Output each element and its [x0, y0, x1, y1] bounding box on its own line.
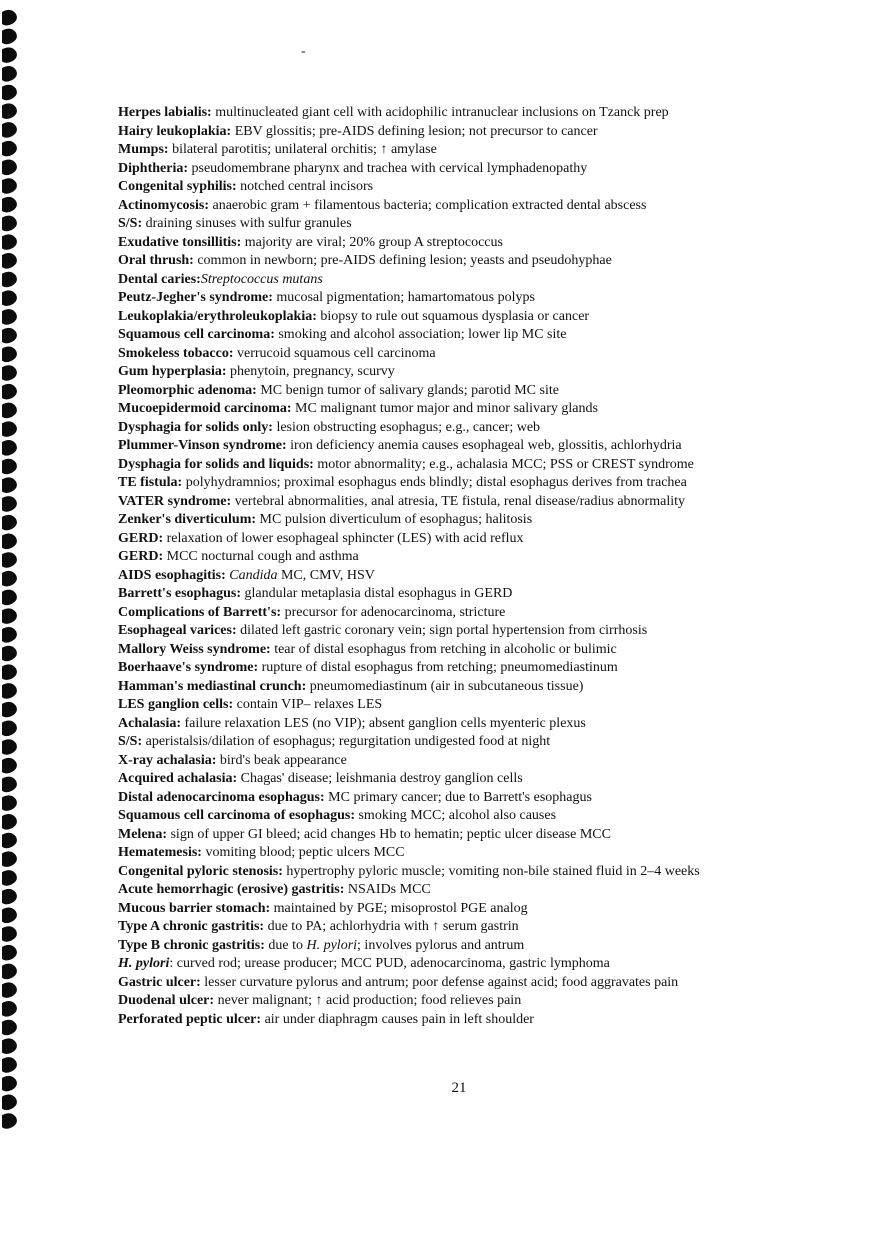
entry-line [118, 104, 858, 123]
entry-line [118, 604, 858, 623]
entry-term: Achalasia: [118, 715, 181, 731]
entry-description: contain VIP– relaxes LES [233, 697, 383, 712]
binding-ring [2, 795, 17, 811]
binding-ring [2, 721, 17, 737]
stray-mark: - [301, 44, 306, 59]
binding-ring [2, 702, 17, 718]
binding-ring [2, 945, 17, 961]
entry-term: Gastric ulcer: [118, 974, 201, 990]
binding-ring [2, 1020, 17, 1036]
entry-term: Esophageal varices: [118, 623, 237, 638]
binding-ring [2, 272, 17, 288]
binding-ring [2, 477, 17, 493]
entry-description: never malignant; ↑ acid production; food relieves pain [214, 993, 522, 1008]
entry-description: lesser curvature pylorus and antrum; poor defense against acid; food aggravates pain [200, 974, 679, 990]
entry-description: multinucleated giant cell with acidophilic intranuclear inclusions on Tzanck prep [211, 105, 669, 120]
entry-italic-term: Streptococcus mutans [200, 271, 323, 287]
binding-ring [2, 459, 17, 475]
entry-line [118, 567, 858, 586]
entry-term: AIDS esophagitis: [118, 567, 226, 583]
entry-description: verrucoid squamous cell carcinoma [233, 345, 436, 361]
entry-description: dilated left gastric coronary vein; sign portal hypertension from cirrhosis [236, 623, 648, 638]
entry-description: due to PA; achlorhydria with ↑ serum gastrin [264, 919, 519, 934]
binding-ring [2, 440, 17, 456]
entry-term: Oral thrush: [118, 253, 194, 268]
entry-line [118, 622, 858, 641]
entry-line [118, 437, 858, 456]
entry-term: TE fistula: [118, 475, 183, 490]
binding-ring [2, 1113, 17, 1129]
binding-ring [2, 290, 17, 306]
entry-line [118, 918, 858, 937]
entry-description: pseudomembrane pharynx and trachea with cervical lymphadenopathy [188, 160, 588, 176]
binding-ring [2, 627, 17, 643]
entry-description: relaxation of lower esophageal sphincter (LES) with acid reflux [163, 530, 524, 546]
entry-term: Complications of Barrett's: [118, 604, 282, 620]
entry-term: Peutz-Jegher's syndrome: [118, 290, 273, 305]
entry-term: Zenker's diverticulum: [118, 512, 257, 527]
entry-description: vertebral abnormalities, anal atresia, TE fistula, renal disease/radius abnormality [231, 493, 685, 509]
entry-term: Type B chronic gastritis: [118, 937, 265, 953]
entry-description: EBV glossitis; pre-AIDS defining lesion; not precursor to cancer [231, 123, 598, 139]
entry-term: Hamman's mediastinal crunch: [118, 678, 307, 694]
entry-description: NSAIDs MCC [344, 882, 431, 897]
entry-line [118, 844, 858, 863]
entry-line [118, 530, 858, 549]
binding-ring [2, 403, 17, 419]
entry-term: Mumps: [118, 142, 169, 157]
entry-line [118, 585, 858, 604]
binding-ring [2, 908, 17, 924]
entry-term: Hairy leukoplakia: [118, 123, 232, 139]
binding-ring [2, 85, 17, 101]
entry-description: MC primary cancer; due to Barrett's esophagus [324, 789, 592, 805]
entry-line [118, 678, 858, 697]
binding-ring [2, 29, 17, 45]
entry-term: Duodenal ulcer: [118, 993, 215, 1008]
entry-line [118, 493, 858, 512]
entry-term: Dysphagia for solids and liquids: [118, 456, 314, 472]
entry-line [118, 715, 858, 734]
entry-term: Pleomorphic adenoma: [118, 382, 257, 398]
binding-ring [2, 664, 17, 680]
entry-line [118, 789, 858, 808]
entry-line [118, 419, 858, 438]
entry-description-tail: MC, CMV, HSV [277, 567, 375, 583]
entry-term: Diphtheria: [118, 160, 188, 176]
entry-term: Mallory Weiss syndrome: [118, 641, 271, 657]
binding-ring [2, 309, 17, 325]
binding-ring [2, 496, 17, 512]
binding-ring [2, 608, 17, 624]
binding-ring [2, 122, 17, 138]
entry-term: S/S: [118, 734, 143, 749]
binding-ring [2, 870, 17, 886]
binding-ring [2, 889, 17, 905]
entry-term: Squamous cell carcinoma of esophagus: [118, 808, 355, 823]
binding-ring [2, 421, 17, 437]
entry-line [118, 992, 858, 1011]
entry-description: majority are viral; 20% group A streptococcus [241, 234, 503, 250]
entry-line [118, 271, 858, 290]
entry-description: tear of distal esophagus from retching in alcoholic or bulimic [270, 641, 617, 657]
entry-description: smoking and alcohol association; lower lip MC site [274, 327, 567, 342]
entry-line [118, 234, 858, 253]
binding-ring [2, 1001, 17, 1017]
entry-description: hypertrophy pyloric muscle; vomiting non-bile stained fluid in 2–4 weeks [282, 863, 700, 879]
entry-line [118, 215, 858, 234]
entry-description: Chagas' disease; leishmania destroy ganglion cells [237, 771, 523, 786]
binding-ring [2, 814, 17, 830]
entry-line [118, 900, 858, 919]
entry-description: phenytoin, pregnancy, scurvy [226, 364, 395, 379]
binding-ring [2, 103, 17, 119]
binding-ring [2, 160, 17, 176]
entry-line [118, 363, 858, 382]
entry-description: glandular metaplasia distal esophagus in GERD [241, 586, 513, 601]
binding-ring [2, 683, 17, 699]
entry-line [118, 548, 858, 567]
entry-description: bird's beak appearance [216, 752, 347, 768]
entry-term: Acquired achalasia: [118, 771, 238, 786]
entry-line [118, 197, 858, 216]
binding-ring [2, 552, 17, 568]
entry-line [118, 123, 858, 142]
entry-term: Dysphagia for solids only: [118, 419, 273, 435]
entry-term: Gum hyperplasia: [118, 364, 227, 379]
entry-description: anaerobic gram + filamentous bacteria; complication extracted dental abscess [209, 197, 647, 213]
entry-term: GERD: [118, 530, 164, 546]
entry-term: Perforated peptic ulcer: [118, 1011, 262, 1027]
entry-term: Congenital pyloric stenosis: [118, 863, 283, 879]
entry-description: maintained by PGE; misoprostol PGE analog [270, 900, 528, 916]
binding-ring [2, 833, 17, 849]
entry-description: MC benign tumor of salivary glands; parotid MC site [256, 382, 559, 398]
binding-ring [2, 328, 17, 344]
entry-term: S/S: [118, 216, 143, 231]
entry-term: Leukoplakia/erythroleukoplakia: [118, 308, 317, 324]
entry-term: Melena: [118, 826, 167, 842]
binding-ring [2, 347, 17, 363]
entry-line [118, 456, 858, 475]
entry-line [118, 382, 858, 401]
entry-line [118, 807, 858, 826]
entry-description-tail: ; involves pylorus and antrum [357, 937, 525, 953]
entry-term: Squamous cell carcinoma: [118, 327, 275, 342]
entry-description: iron deficiency anemia causes esophageal web, glossitis, achlorhydria [286, 438, 682, 453]
entry-line [118, 160, 858, 179]
entry-line [118, 345, 858, 364]
binding-ring [2, 197, 17, 213]
entry-description: precursor for adenocarcinoma, stricture [281, 604, 506, 620]
binding-ring [2, 739, 17, 755]
entry-line [118, 752, 858, 771]
entry-line [118, 1011, 858, 1030]
entry-description: pneumomediastinum (air in subcutaneous tissue) [306, 678, 584, 694]
entry-term: Herpes labialis: [118, 105, 212, 120]
entry-line [118, 770, 858, 789]
entry-term: Plummer-Vinson syndrome: [118, 438, 287, 453]
entry-description: draining sinuses with sulfur granules [142, 216, 352, 231]
entry-line [118, 326, 858, 345]
binding-ring [2, 66, 17, 82]
binding-ring [2, 216, 17, 232]
entry-description: : curved rod; urease producer; MCC PUD, adenocarcinoma, gastric lymphoma [169, 956, 610, 971]
entry-term: Acute hemorrhagic (erosive) gastritis: [118, 882, 345, 897]
entry-description: common in newborn; pre-AIDS defining lesion; yeasts and pseudohyphae [193, 253, 612, 268]
binding-ring [2, 1038, 17, 1054]
entry-description: lesion obstructing esophagus; e.g., cancer; web [272, 419, 541, 435]
entry-term: Barrett's esophagus: [118, 586, 242, 601]
entry-italic-term: H. pylori [306, 937, 358, 953]
entry-description: vomiting blood; peptic ulcers MCC [201, 845, 405, 860]
entry-description: motor abnormality; e.g., achalasia MCC; PSS or CREST syndrome [313, 456, 694, 472]
spiral-binding [0, 0, 30, 1140]
entry-description: MC malignant tumor major and minor salivary glands [291, 401, 598, 416]
entry-description: polyhydramnios; proximal esophagus ends blindly; distal esophagus derives from trachea [182, 475, 687, 490]
entry-line [118, 252, 858, 271]
binding-ring [2, 777, 17, 793]
entry-line [118, 733, 858, 752]
entry-term: VATER syndrome: [118, 493, 232, 509]
entry-description: aperistalsis/dilation of esophagus; regurgitation undigested food at night [142, 734, 551, 749]
binding-ring [2, 646, 17, 662]
binding-ring [2, 964, 17, 980]
binding-ring [2, 253, 17, 269]
entry-description: bilateral parotitis; unilateral orchitis; ↑ amylase [168, 142, 437, 157]
entry-line [118, 826, 858, 845]
entry-line [118, 178, 858, 197]
entry-line [118, 400, 858, 419]
entry-line [118, 141, 858, 160]
binding-ring [2, 982, 17, 998]
page-number: 21 [451, 1080, 467, 1096]
entry-term: Mucoepidermoid carcinoma: [118, 401, 292, 416]
binding-ring [2, 365, 17, 381]
binding-ring [2, 851, 17, 867]
entry-description: notched central incisors [236, 179, 374, 194]
entry-line [118, 974, 858, 993]
entry-line [118, 308, 858, 327]
entry-term: H. pylori [118, 956, 170, 971]
binding-ring [2, 571, 17, 587]
entry-term: Actinomycosis: [118, 197, 209, 213]
entry-term: Dental caries: [118, 271, 201, 287]
entry-line [118, 659, 858, 678]
entry-description: rupture of distal esophagus from retching; pneumomediastinum [258, 660, 618, 675]
binding-ring [2, 534, 17, 550]
entry-description: MCC nocturnal cough and asthma [163, 549, 359, 564]
binding-ring [2, 384, 17, 400]
entry-line [118, 511, 858, 530]
binding-ring [2, 178, 17, 194]
entry-description: smoking MCC; alcohol also causes [354, 808, 557, 823]
entry-italic-term: Candida [229, 567, 278, 583]
binding-ring [2, 590, 17, 606]
entry-term: Congenital syphilis: [118, 179, 237, 194]
entry-list [118, 104, 858, 1029]
entry-term: Smokeless tobacco: [118, 345, 234, 361]
entry-description: due to [264, 937, 307, 953]
entry-description: MC pulsion diverticulum of esophagus; halitosis [256, 512, 533, 527]
entry-term: Distal adenocarcinoma esophagus: [118, 789, 325, 805]
entry-term: X-ray achalasia: [118, 752, 217, 768]
binding-ring [2, 515, 17, 531]
entry-description: biopsy to rule out squamous dysplasia or cancer [316, 308, 590, 324]
entry-line [118, 881, 858, 900]
binding-ring [2, 234, 17, 250]
entry-description: air under diaphragm causes pain in left shoulder [261, 1011, 534, 1027]
entry-line [118, 937, 858, 956]
entry-line [118, 955, 858, 974]
entry-term: Boerhaave's syndrome: [118, 660, 259, 675]
binding-ring [2, 141, 17, 157]
entry-term: GERD: [118, 549, 164, 564]
entry-term: Mucous barrier stomach: [118, 900, 271, 916]
entry-line [118, 474, 858, 493]
entry-term: Exudative tonsillitis: [118, 234, 242, 250]
binding-ring [2, 758, 17, 774]
binding-ring [2, 926, 17, 942]
binding-ring [2, 1057, 17, 1073]
entry-term: LES ganglion cells: [118, 697, 234, 712]
entry-line [118, 289, 858, 308]
entry-description: mucosal pigmentation; hamartomatous polyps [272, 290, 535, 305]
entry-line [118, 641, 858, 660]
entry-line [118, 696, 858, 715]
entry-description: sign of upper GI bleed; acid changes Hb to hematin; peptic ulcer disease MCC [166, 826, 611, 842]
entry-term: Type A chronic gastritis: [118, 919, 265, 934]
entry-term: Hematemesis: [118, 845, 202, 860]
binding-ring [2, 47, 17, 63]
entry-description: failure relaxation LES (no VIP); absent ganglion cells myenteric plexus [181, 715, 586, 731]
binding-ring [2, 10, 17, 26]
entry-line [118, 863, 858, 882]
